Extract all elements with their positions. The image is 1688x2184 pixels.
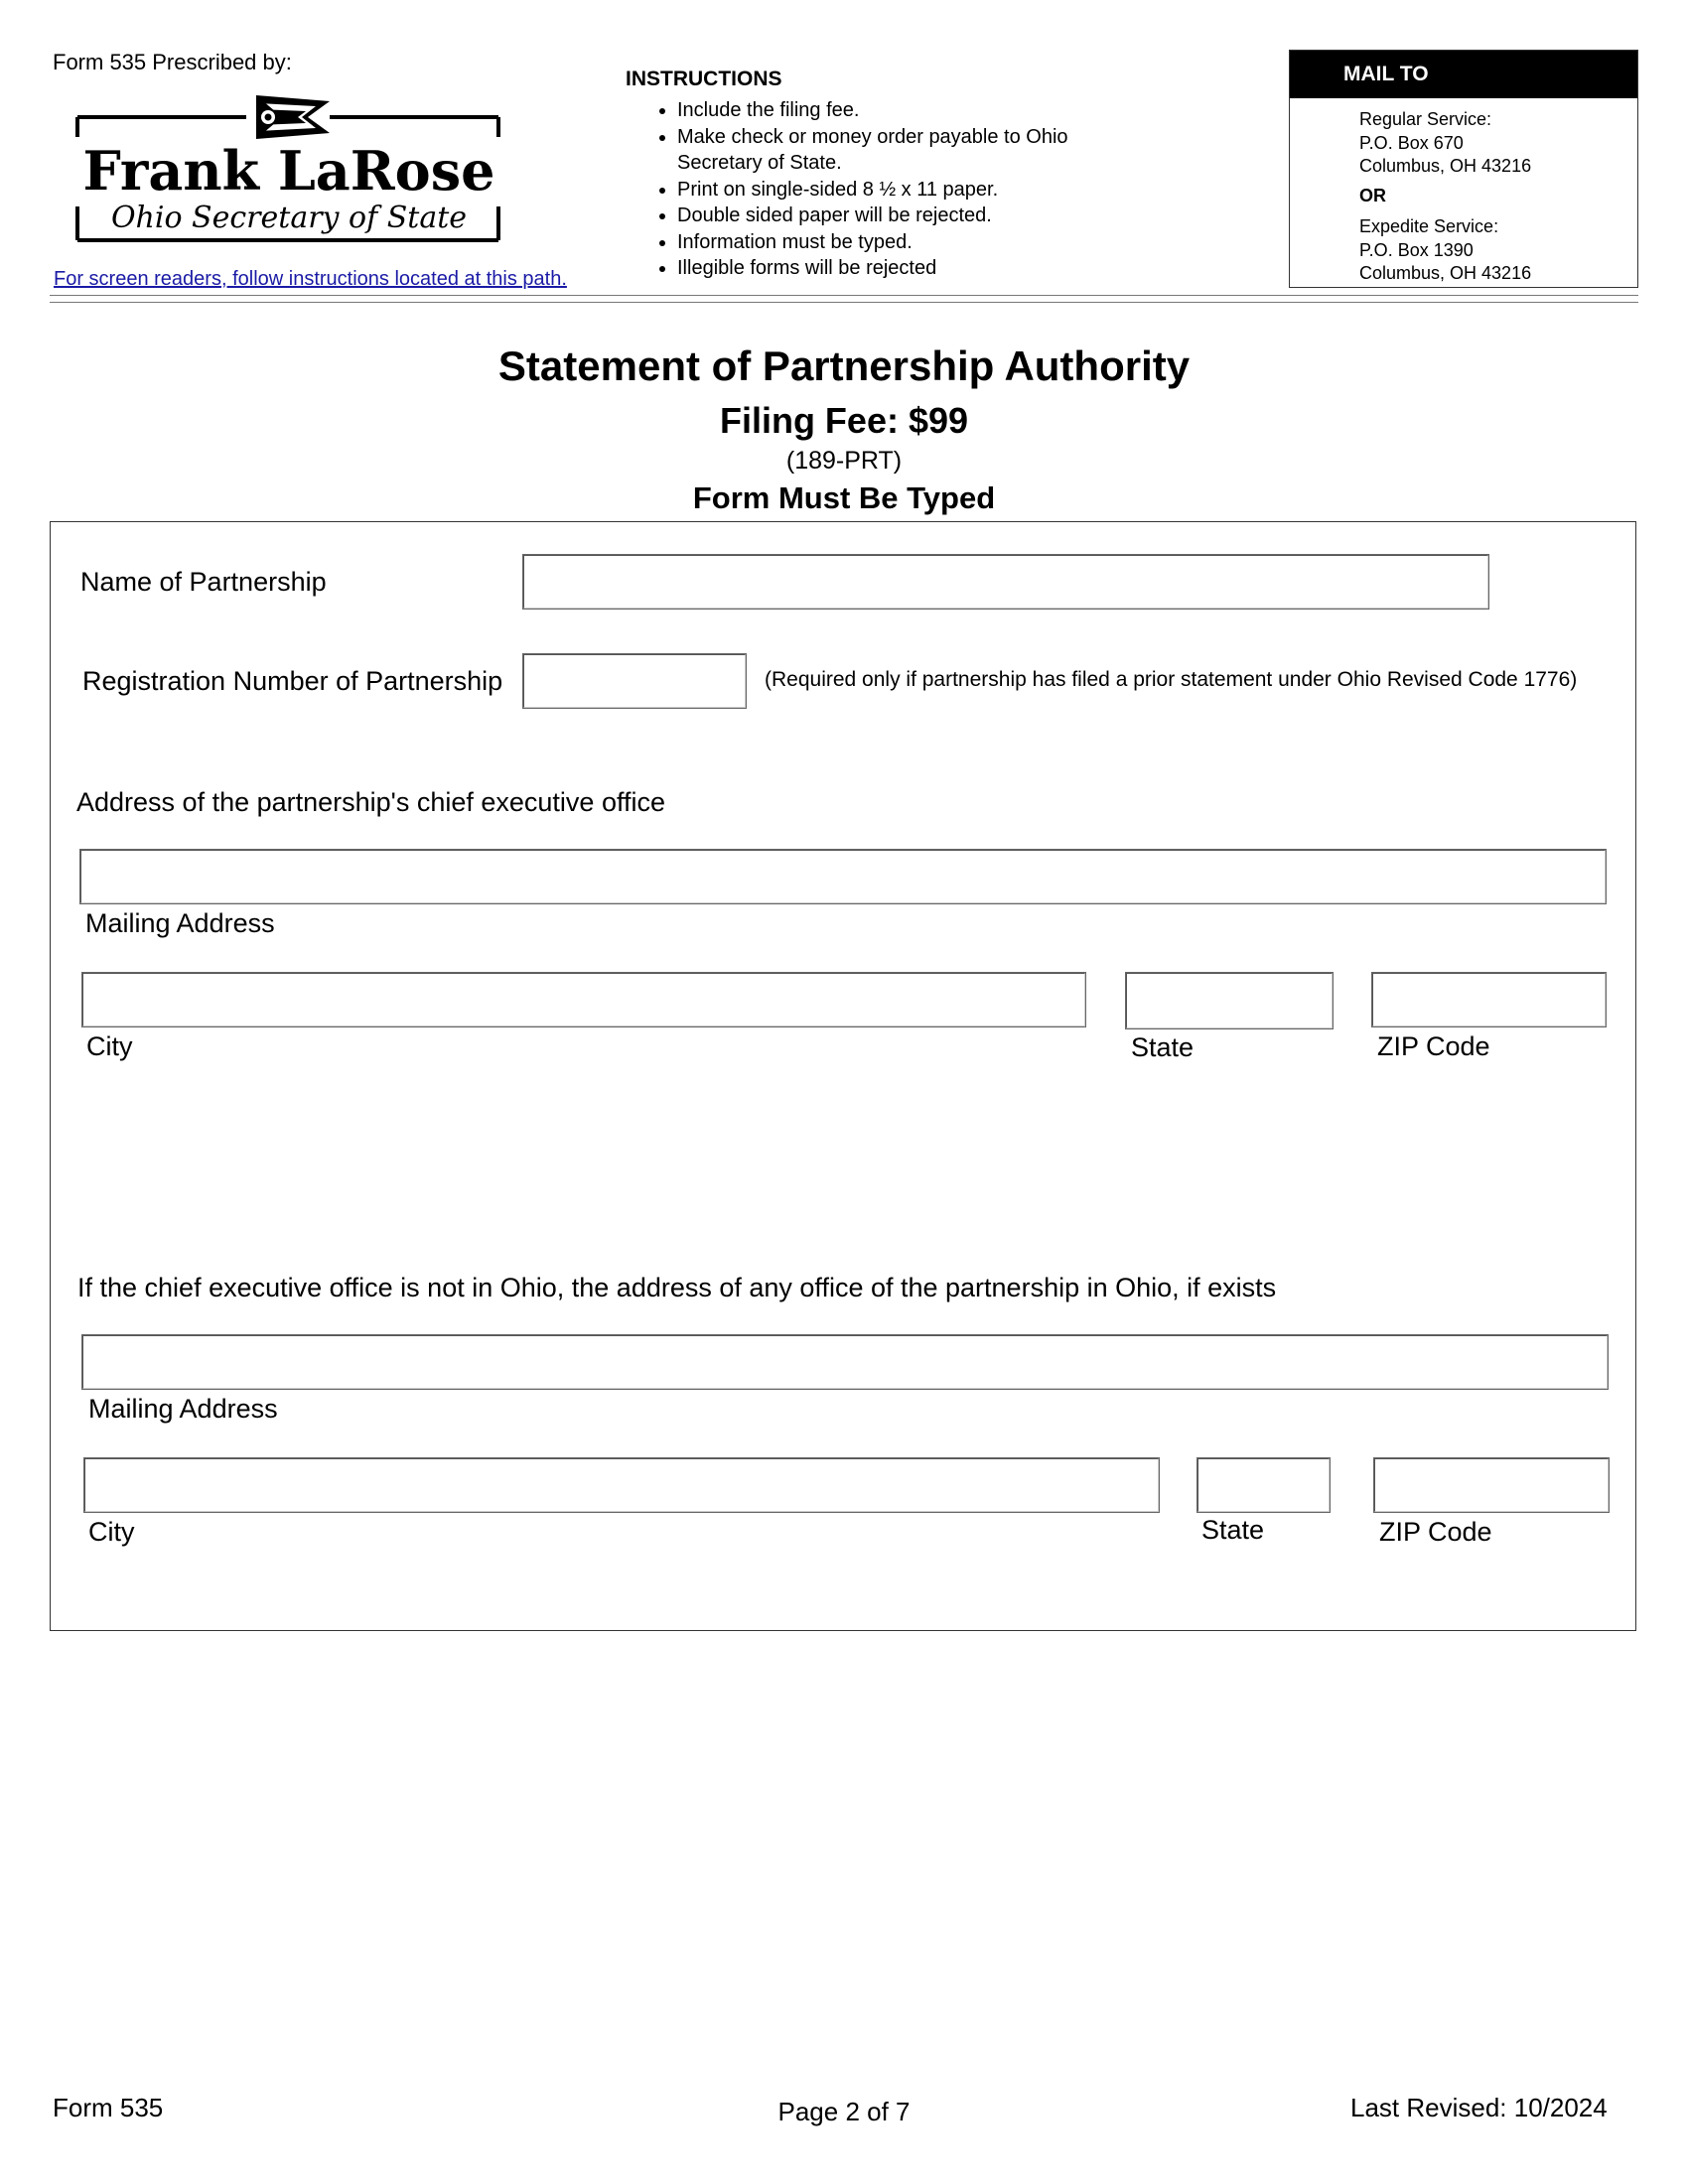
logo-subtitle: Ohio Secretary of State <box>110 201 468 235</box>
or-label: OR <box>1359 185 1386 205</box>
chief-office-address-heading: Address of the partnership's chief executive office <box>76 787 665 817</box>
state-input[interactable] <box>1125 972 1334 1029</box>
ohio-flag-icon <box>256 95 330 139</box>
regular-city: Columbus, OH 43216 <box>1359 156 1532 176</box>
header-divider <box>50 295 1638 296</box>
form-code: (189-PRT) <box>785 447 903 475</box>
mailing-address-label: Mailing Address <box>85 908 275 938</box>
header-divider <box>50 302 1638 303</box>
registration-number-label: Registration Number of Partnership <box>82 666 503 696</box>
form-title: Statement of Partnership Authority <box>497 342 1191 389</box>
secretary-logo <box>70 89 506 248</box>
ohio-zip-code-input[interactable] <box>1373 1457 1610 1513</box>
partnership-name-label: Name of Partnership <box>80 567 327 597</box>
zip-code-input[interactable] <box>1371 972 1607 1027</box>
mail-to-box <box>1289 50 1638 288</box>
city-label: City <box>86 1031 133 1061</box>
expedite-service-label: Expedite Service: <box>1359 216 1499 236</box>
instructions-list <box>655 97 1114 282</box>
instruction-item: • Illegible forms will be rejected <box>677 255 1114 282</box>
instruction-item: • Include the filing fee. <box>677 97 1114 124</box>
zip-code-label: ZIP Code <box>1377 1031 1490 1061</box>
regular-service-label: Regular Service: <box>1359 109 1492 129</box>
regular-po-box: P.O. Box 670 <box>1359 132 1464 153</box>
zip-code-label: ZIP Code <box>1379 1517 1492 1547</box>
city-label: City <box>88 1517 135 1547</box>
instruction-item: • Make check or money order payable to Ohio Secretary of State. <box>677 124 1114 177</box>
footer-revised-date: Last Revised: 10/2024 <box>1350 2093 1608 2122</box>
ohio-mailing-address-input[interactable] <box>81 1334 1609 1390</box>
mailing-address-label: Mailing Address <box>88 1394 278 1424</box>
instruction-item: • Information must be typed. <box>677 229 1114 256</box>
ohio-office-address-heading: If the chief executive office is not in Ohio, the address of any office of the partnership in Ohio, if exists <box>77 1273 1277 1302</box>
state-label: State <box>1201 1515 1265 1545</box>
screen-reader-link[interactable]: For screen readers, follow instructions located at this path. <box>54 268 567 290</box>
expedite-city: Columbus, OH 43216 <box>1359 263 1532 283</box>
expedite-po-box: P.O. Box 1390 <box>1359 239 1474 260</box>
mailing-address-input[interactable] <box>79 849 1607 904</box>
instruction-item: • Double sided paper will be rejected. <box>677 203 1114 229</box>
ohio-state-input[interactable] <box>1196 1457 1331 1513</box>
registration-number-input[interactable] <box>522 653 747 709</box>
partnership-name-input[interactable] <box>522 554 1489 610</box>
typed-notice: Form Must Be Typed <box>692 480 996 515</box>
prescribed-by-label: Form 535 Prescribed by: <box>53 50 292 74</box>
footer-form-number: Form 535 <box>53 2093 164 2122</box>
logo-name: Frank LaRose <box>82 139 495 203</box>
state-label: State <box>1131 1032 1195 1062</box>
mail-to-title: MAIL TO <box>1290 51 1637 98</box>
registration-note: (Required only if partnership has filed a prior statement under Ohio Revised Code 1776) <box>765 668 1578 691</box>
instruction-item: • Print on single-sided 8 ½ x 11 paper. <box>677 177 1114 204</box>
ohio-city-input[interactable] <box>83 1457 1160 1513</box>
city-input[interactable] <box>81 972 1086 1027</box>
footer-page-number: Page 2 of 7 <box>777 2097 911 2126</box>
filing-fee: Filing Fee: $99 <box>719 400 969 441</box>
instructions-title: INSTRUCTIONS <box>626 68 782 90</box>
